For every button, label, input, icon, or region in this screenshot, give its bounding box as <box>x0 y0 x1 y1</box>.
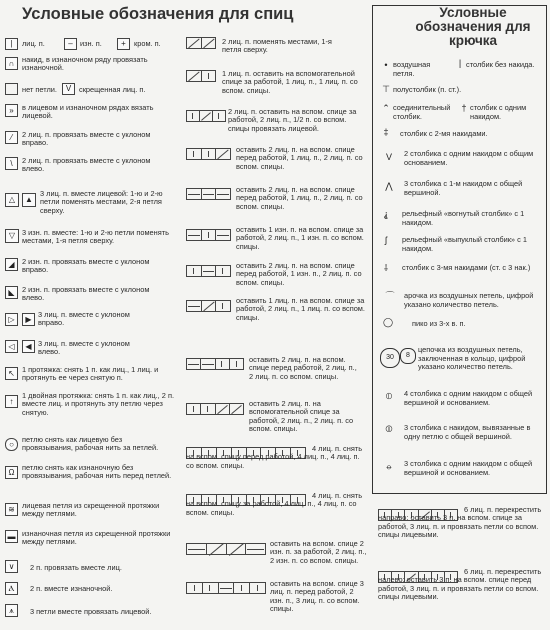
purl-stitch-label: изн. п. <box>80 39 102 48</box>
picot-icon: ◯ <box>382 317 394 327</box>
yarn-over-label: накид, в изнаночном ряду провязать изнаночной. <box>22 55 148 73</box>
cable-2-symbol <box>186 70 216 82</box>
front-post-icon: ʃ <box>385 235 387 245</box>
double-crochet-label: столбик с одним накидом. <box>470 103 527 121</box>
k3tog-right-icon-2: ▶ <box>22 313 35 326</box>
purl-stitch-icon: – <box>64 38 77 50</box>
three-dc-same-stitch-icon: ⦷ <box>385 424 393 434</box>
cable-5-symbol <box>186 188 231 200</box>
knit-stitch-icon: | <box>5 38 18 50</box>
k3tog-left-label: 3 лиц. п. вместе с уклоном влево. <box>38 339 130 357</box>
knit-stitch-label: лиц. п. <box>22 39 45 48</box>
slip-knitwise-label: петлю снять как лицевую без провязывания, рабочая нить за петлей. <box>22 435 159 453</box>
k2tog-left-label: 2 лиц. п. провязать вместе с уклоном влево. <box>22 156 151 174</box>
cable-8-symbol <box>186 300 231 312</box>
three-dc-bobble-icon: ⦵ <box>385 461 393 471</box>
cable-3-label: 2 лиц. п. оставить на вспом. спице за работой, 2 лиц. п., 1/2 п. со вспом. спицы провязать лицевой. <box>228 107 357 133</box>
edge-stitch-label: кром. п. <box>134 39 161 48</box>
k2tog-right-icon: ⁄ <box>5 131 18 144</box>
slip-knitwise-icon: ○ <box>5 438 18 451</box>
cable-10-symbol <box>186 403 244 415</box>
chain-ring-8-icon: 8 <box>400 348 416 364</box>
k2tog-label: 2 п. провязать вместе лиц. <box>30 563 122 572</box>
cable-6-symbol <box>186 229 231 241</box>
treble-icon: ‡ <box>383 127 389 137</box>
cable-12-label: 4 лиц. п. снять на вспом. спицу за работой, 4 лиц. п., 4 лиц. п. со вспом. спицы. <box>186 491 363 517</box>
chain-arch-icon: ⌒ <box>385 291 395 301</box>
p3tog-cross-label: 3 изн. п. вместе: 1-ю и 2-ю петли поменять местами, 1-я петля сверху. <box>22 228 169 246</box>
chain-arch-label: арочка из воздушных петель, цифрой указано количество петель. <box>404 291 534 309</box>
k3tog-left-icon-2: ◀ <box>22 340 35 353</box>
skp-icon: ↖ <box>5 367 18 380</box>
knitting-legend-title: Условные обозначения для спиц <box>22 5 294 23</box>
k3tog-left-icon: ◁ <box>5 340 18 353</box>
twisted-bar-purl-label: изнаночная петля из скрещенной протяжки между петлями. <box>22 529 171 547</box>
chain-ring-label: цепочка из воздушных петель, заключенная в кольцо, цифрой указано количество петель. <box>418 345 526 372</box>
half-double-label: полустолбик (п. ст.). <box>393 85 462 94</box>
cable-10-label: оставить 2 лиц. п. на вспомогательной спице за работой, 2 лиц. п., 2 лиц. п. со вспом. спицы. <box>249 399 354 434</box>
k3tog-cross-label: 3 лиц. п. вместе лицевой: 1-ю и 2-ю петли поменять местами, 2-я петля сверху. <box>40 189 163 215</box>
yarn-over-icon: ∩ <box>5 57 18 70</box>
front-post-label: рельефный «выпуклый столбик» с 1 накидом. <box>402 235 527 253</box>
p2tog-left-icon: ◣ <box>5 286 18 299</box>
p2tog-label: 2 п. вместе изнаночной. <box>30 584 113 593</box>
cable-4-label: оставить 2 лиц. п. на вспом. спице перед работой, 1 лиц. п., 2 лиц. п. со вспом. спицы. <box>236 145 363 171</box>
back-post-label: рельефный «вогнутый столбик» с 1 накидом. <box>402 209 525 227</box>
double-crochet-icon: † <box>461 103 467 113</box>
cable-14-symbol <box>186 582 266 594</box>
slip-stitch-label: соединительный столбик. <box>393 103 451 121</box>
k2tog-left-icon: \ <box>5 157 18 170</box>
slip-purlwise-icon: Ω <box>5 466 18 479</box>
garter-label: в лицевом и изнаночном рядах вязать лицевой. <box>22 103 154 121</box>
triple-treble-label: столбик с 3-мя накидами (ст. с 3 нак.) <box>402 263 531 272</box>
chain-stitch-label: воздушная петля. <box>393 60 431 78</box>
no-stitch-icon <box>5 83 18 95</box>
k3tog-right-label: 3 лиц. п. вместе с уклоном вправо. <box>38 310 130 328</box>
cable-3-symbol <box>186 110 226 122</box>
three-dc-bobble-label: 3 столбика с одним накидом с общей вершиной и основанием. <box>404 459 533 477</box>
p2tog-right-label: 2 изн. п. провязать вместе с уклоном вправо. <box>22 257 150 275</box>
p2tog-icon: Ⲁ <box>5 582 18 595</box>
chain-ring-30-icon: 30 <box>380 348 400 368</box>
cable-13-label: оставить на вспом. спице 2 изн. п. за работой, 2 лиц. п., 2 изн. п. со вспом. спицы. <box>270 539 367 565</box>
cable-6-label: оставить 1 изн. п. на вспом. спице за работой, 2 лиц. п., 1 изн. п. со вспом. спицы. <box>236 225 364 251</box>
twisted-knit-label: скрещенная лиц. п. <box>79 85 146 94</box>
cable-5-label: оставить 2 лиц. п. на вспом. спице перед работой, 1 лиц. п., 2 лиц. п. со вспом. спицы. <box>236 185 363 211</box>
four-dc-bobble-label: 4 столбика с одним накидом с общей вершиной и основанием. <box>404 389 533 407</box>
crochet-legend-title: Условные обозначения для крючка <box>415 5 531 48</box>
slip-stitch-icon: ⌃ <box>382 103 390 113</box>
cable-1-symbol <box>186 37 216 49</box>
cable-7-symbol <box>186 265 231 277</box>
cable-4-symbol <box>186 148 231 160</box>
edge-stitch-icon: + <box>117 38 130 50</box>
k2tog-icon: ∨ <box>5 560 18 573</box>
three-dc-cluster-label: 3 столбика с 1-м накидом с общей вершиной. <box>404 179 523 197</box>
three-dc-cluster-icon: ⋀ <box>385 181 393 191</box>
twisted-knit-icon: V <box>62 83 75 95</box>
twisted-bar-knit-icon: ≋ <box>5 503 18 516</box>
cable-13-symbol <box>186 543 266 555</box>
two-dc-shared-base-label: 2 столбика с одним накидом с общим основанием. <box>404 149 534 167</box>
k3tog-label: 3 петли вместе провязать лицевой. <box>30 607 152 616</box>
back-post-icon: ⸘ <box>383 209 389 219</box>
twisted-bar-knit-label: лицевая петля из скрещенной протяжки между петлями. <box>22 501 160 519</box>
four-dc-bobble-icon: ⦶ <box>385 391 393 401</box>
chain-stitch-icon: • <box>384 60 388 70</box>
treble-label: столбик с 2-мя накидами. <box>400 129 488 138</box>
k3tog-icon: ⩚ <box>5 604 18 617</box>
twisted-bar-purl-icon: ▬ <box>5 530 18 543</box>
p2tog-left-label: 2 изн. п. провязать вместе с уклоном влево. <box>22 285 150 303</box>
single-crochet-icon: | <box>458 58 462 68</box>
two-dc-shared-base-icon: V <box>385 152 392 162</box>
cable-9-label: оставить 2 лиц. п. на вспом. спице перед работой, 2 лиц. п., 2 лиц. п. со вспом. спицы. <box>249 355 357 381</box>
k3tog-right-icon: ▷ <box>5 313 18 326</box>
k2tog-right-label: 2 лиц. п. провязать вместе с уклоном вправо. <box>22 130 151 148</box>
half-double-icon: ⊤ <box>382 84 390 94</box>
cable-9-symbol <box>186 358 244 370</box>
cable-6-right-label: 6 лиц. п. перекрестить направо: оставить 3 п. на вспом. спице за работой, 3 лиц. п. и провязать петли со вспом. спицы лицевыми. <box>378 505 542 540</box>
p2tog-right-icon: ◢ <box>5 258 18 271</box>
cable-8-label: оставить 1 лиц. п. на вспом. спице за работой, 2 лиц. п., 1 лиц. п. со вспом. спицы. <box>236 296 365 322</box>
single-crochet-label: столбик без накида. <box>466 60 535 69</box>
k3tog-cross-icon: △ <box>5 193 19 207</box>
cable-1-label: 2 лиц. п. поменять местами, 1-я петля сверху. <box>222 37 332 55</box>
double-skp-icon: ↑ <box>5 395 18 408</box>
cable-14-label: оставить на вспом. спице 3 лиц. п. перед работой, 2 изн. п., 3 лиц. п. со вспом. спицы. <box>270 579 364 614</box>
triple-treble-icon: ⸸ <box>383 263 389 273</box>
no-stitch-label: нет петли. <box>22 85 57 94</box>
garter-icon: » <box>5 104 18 117</box>
picot-label: пико из 3-х в. п. <box>412 319 466 328</box>
three-dc-same-stitch-label: 3 столбика с накидом, вывязанные в одну петлю с общей вершиной. <box>404 423 531 441</box>
p3tog-cross-icon: ▽ <box>5 229 19 243</box>
cable-2-label: 1 лиц. п. оставить на вспомогательной спице за работой, 1 лиц. п., 1 лиц. п. со вспом. спицы. <box>222 69 358 95</box>
cable-7-label: оставить 2 лиц. п. на вспом. спице перед работой, 1 изн. п., 2 лиц. п. со вспом. спицы. <box>236 261 362 287</box>
cable-11-label: 4 лиц. п. снять на вспом. спицу перед работой, 4 лиц. п., 4 лиц. п. со вспом. спицы. <box>186 444 363 470</box>
cable-6-left-label: 6 лиц. п. перекрестить налево: оставить 3 п. на вспом. спице перед работой, 3 лиц. п. и провязать петли со вспом. спицы лицевыми. <box>378 567 542 602</box>
k3tog-cross-icon-2: ▲ <box>22 193 36 207</box>
skp-label: 1 протяжка: снять 1 п. как лиц., 1 лиц. и протянуть ее через снятую п. <box>22 365 159 383</box>
slip-purlwise-label: петлю снять как изнаночную без провязывания, рабочая нить перед петлей. <box>22 463 172 481</box>
double-skp-label: 1 двойная протяжка: снять 1 п. как лиц., 2 п. вместе лиц. и протянуть эту петлю через снятую. <box>22 391 174 417</box>
